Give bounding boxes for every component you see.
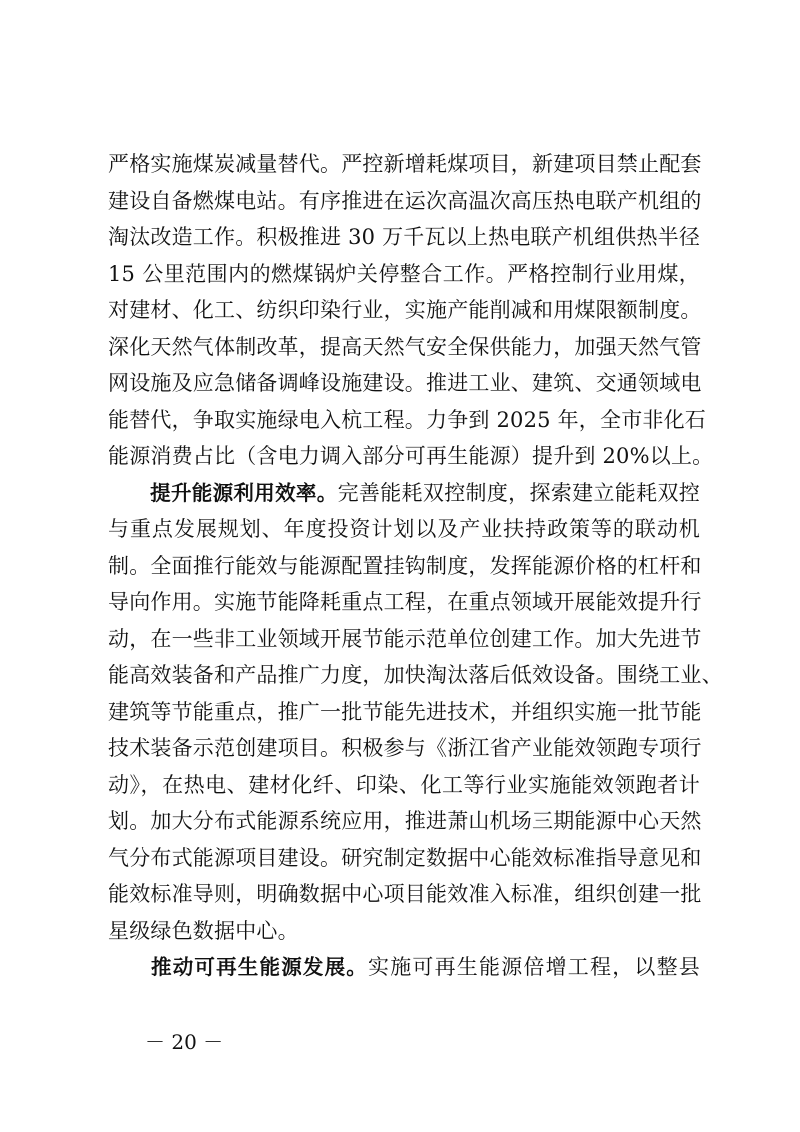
text-line (108, 511, 700, 548)
text-line (108, 475, 700, 512)
line-text: 动》，在热电、建材化纤、印染、化工等行业实施能效领跑者计 (108, 772, 700, 797)
line-text: 技术装备示范创建项目。积极参与《浙江省产业能效领跑专项行 (108, 736, 702, 760)
text-line (108, 913, 700, 950)
text-line (108, 438, 714, 475)
text-line (108, 657, 723, 694)
text-line (108, 219, 700, 256)
text-line (108, 876, 700, 913)
line-text: 能源消费占比（含电力调入部分可再生能源）提升到 20%以上。 (108, 444, 714, 468)
line-text: 气分布式能源项目建设。研究制定数据中心能效标准指导意见和 (108, 845, 702, 870)
line-text: 能替代，争取实施绿电入杭工程。力争到 2025 年，全市非化石 (108, 407, 706, 432)
text-line (108, 949, 700, 986)
line-text: 星级绿色数据中心。 (108, 918, 299, 943)
text-line (108, 621, 700, 658)
line-text: 网设施及应急储备调峰设施建设。推进工业、建筑、交通领域电 (108, 371, 702, 395)
body-text (108, 146, 723, 986)
text-line (108, 767, 700, 804)
line-text: 对建材、化工、纺织印染行业，实施产能削减和用煤限额制度。 (108, 298, 702, 322)
text-line (108, 694, 700, 731)
line-text: 导向作用。实施节能降耗重点工程，在重点领域开展能效提升行 (108, 590, 702, 614)
line-text: 深化天然气体制改革，提高天然气安全保供能力，加强天然气管 (108, 334, 702, 359)
text-line (108, 292, 700, 329)
page-number: － 20 － (145, 1030, 224, 1054)
text-line (108, 146, 700, 183)
line-text: 划。加大分布式能源系统应用，推进萧山机场三期能源中心天然 (108, 809, 702, 833)
text-line (108, 365, 700, 402)
text-line (108, 402, 706, 439)
text-line (108, 183, 700, 220)
text-line (108, 730, 700, 767)
line-text: 制。全面推行能效与能源配置挂钩制度，发挥能源价格的杠杆和 (108, 553, 702, 578)
text-line (108, 256, 700, 293)
text-line (108, 840, 700, 877)
line-text: 与重点发展规划、年度投资计划以及产业扶持政策等的联动机 (108, 517, 700, 541)
text-line (108, 584, 700, 621)
line-text: 建设自备燃煤电站。有序推进在运次高温次高压热电联产机组的 (108, 188, 702, 213)
paragraph-heading: 提升能源利用效率。 (150, 480, 338, 505)
line-text: 严格实施煤炭减量替代。严控新增耗煤项目，新建项目禁止配套 (108, 152, 702, 176)
line-text: 能高效装备和产品推广力度，加快淘汰落后低效设备。围绕工业、 (108, 663, 723, 687)
line-text: 建筑等节能重点，推广一批节能先进技术，并组织实施一批节能 (108, 699, 702, 724)
line-text: 完善能耗双控制度，探索建立能耗双控 (337, 480, 700, 505)
line-text: 能效标准导则，明确数据中心项目能效准入标准，组织创建一批 (108, 882, 702, 906)
line-text: 实施可再生能源倍增工程，以整县 (368, 955, 700, 979)
line-text: 动，在一些非工业领域开展节能示范单位创建工作。加大先进节 (108, 626, 702, 651)
paragraph-heading: 推动可再生能源发展。 (150, 955, 368, 979)
text-line (108, 803, 700, 840)
text-line (108, 548, 700, 585)
line-text: 15 公里范围内的燃煤锅炉关停整合工作。严格控制行业用煤， (108, 261, 700, 286)
text-line (108, 329, 700, 366)
line-text: 淘汰改造工作。积极推进 30 万千瓦以上热电联产机组供热半径 (108, 225, 701, 249)
